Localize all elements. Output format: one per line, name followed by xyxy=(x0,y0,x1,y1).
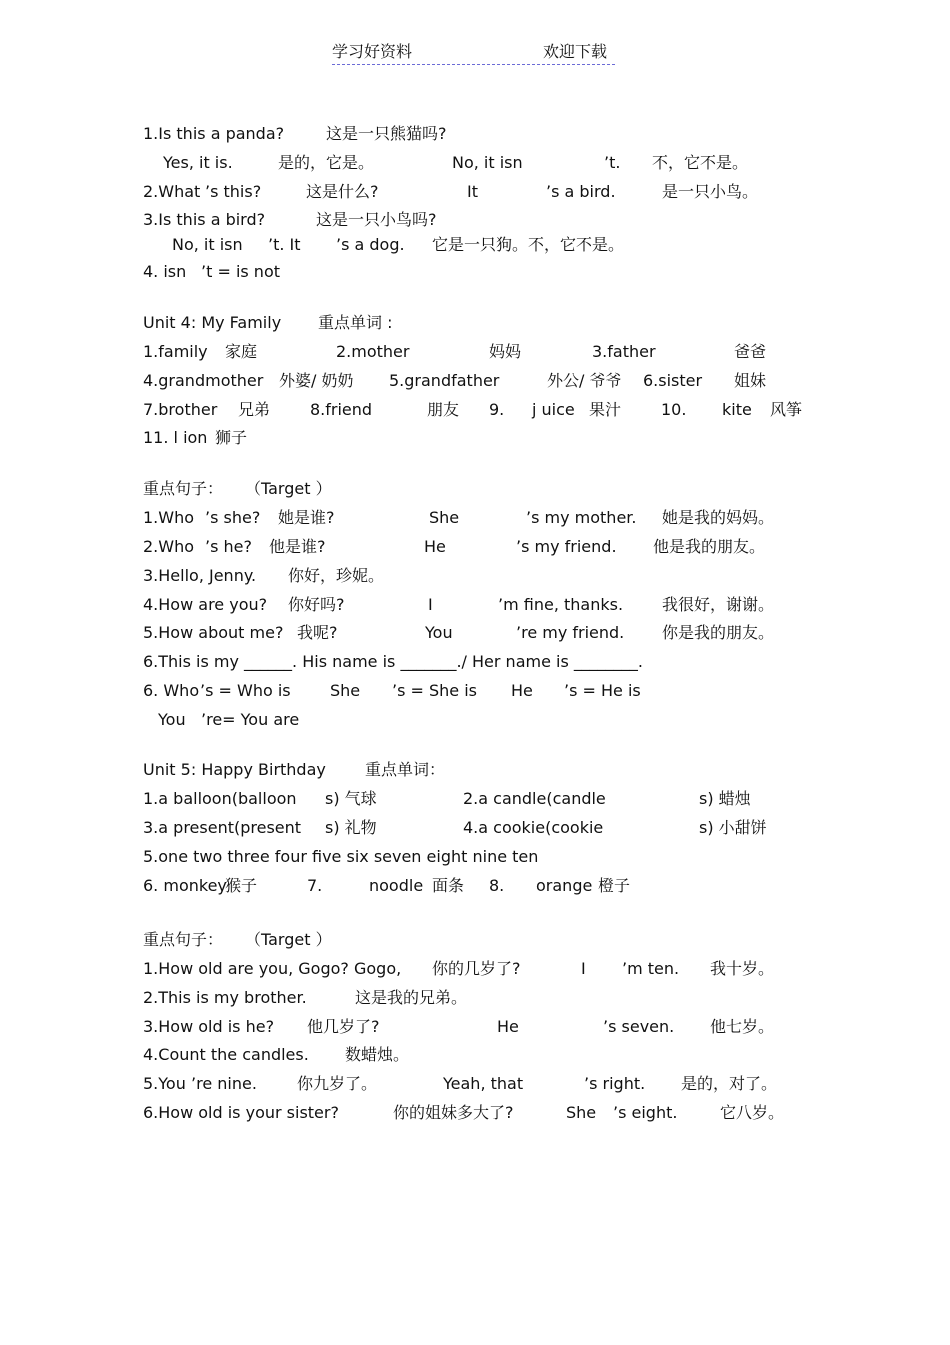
unit5-title: Unit 5: Happy Birthday xyxy=(143,760,326,779)
u5-s5-ans-b: ’s right. xyxy=(584,1074,646,1093)
u4-word-kite-cn: 风筝 xyxy=(770,400,803,419)
unit5-words-label: 重点单词： xyxy=(365,760,446,779)
u5-s1-en: 1.How old are you, Gogo? Gogo, xyxy=(143,959,402,978)
header-right-text: 欢迎下载 xyxy=(543,42,608,61)
u4-word-grandfather-cn: 外公/ 爷爷 xyxy=(547,371,622,390)
u5-s2-en: 2.This is my brother. xyxy=(143,988,307,1007)
u5-s3-ans-b: ’s seven. xyxy=(603,1017,675,1036)
u4-word-mother-cn: 妈妈 xyxy=(489,342,522,361)
u4-s4-ans-cn: 我很好，谢谢。 xyxy=(662,595,775,614)
u4-s2-ans-b: ’s my friend. xyxy=(516,537,617,556)
u4-word-brother-cn: 兄弟 xyxy=(238,400,271,419)
u4-s4-cn: 你好吗? xyxy=(288,595,345,614)
u4-s1-ans-a: She xyxy=(429,508,460,527)
u4-word-friend: 8.friend xyxy=(310,400,373,419)
u4-word-lion-cn: 狮子 xyxy=(215,428,248,447)
u5-word-orange-num: 8. xyxy=(489,876,505,895)
u5-word-orange: orange xyxy=(536,876,593,895)
u5-s5-cn: 你九岁了。 xyxy=(297,1074,378,1093)
u5-s5-b: ’re nine. xyxy=(191,1074,257,1093)
u4-word-lion: 11. l ion xyxy=(143,428,208,447)
u3-a1-yes: Yes, it is. xyxy=(163,153,233,172)
u4-target-en: （Target ） xyxy=(245,479,332,498)
u5-word-balloon: 1.a balloon(balloon xyxy=(143,789,297,808)
u4-s7-d: ’s = She is xyxy=(392,681,478,700)
u3-note-a: 4. isn xyxy=(143,262,187,281)
u5-s4-en: 4.Count the candles. xyxy=(143,1045,309,1064)
u4-s1-ans-cn: 她是我的妈妈。 xyxy=(662,508,775,527)
u4-s2-a: 2.Who xyxy=(143,537,195,556)
u5-word-noodle: noodle xyxy=(369,876,424,895)
u5-word-present: 3.a present(present xyxy=(143,818,302,837)
u3-note-b: ’t = is not xyxy=(201,262,281,281)
u3-a3-en-a: No, it isn xyxy=(172,235,243,254)
u5-word-candle-cn: s) 蜡烛 xyxy=(699,789,751,808)
u5-word-present-cn: s) 礼物 xyxy=(325,818,377,837)
u5-word-noodle-num: 7. xyxy=(307,876,323,895)
u4-target-label: 重点句子： xyxy=(143,479,224,498)
u3-q3-cn: 这是一只小鸟吗? xyxy=(316,210,437,229)
u3-a1-no: No, it isn xyxy=(452,153,523,172)
u4-s7-b: ’s = Who is xyxy=(200,681,291,700)
u3-a1-no-cn: 不，它不是。 xyxy=(652,153,749,172)
u4-s5-ans-a: You xyxy=(425,623,453,642)
u5-s3-cn: 他几岁了? xyxy=(307,1017,380,1036)
u4-s5-ans-cn: 你是我的朋友。 xyxy=(662,623,775,642)
u4-s1-a: 1.Who xyxy=(143,508,195,527)
u5-s5-ans-a: Yeah, that xyxy=(443,1074,524,1093)
u4-s3-cn: 你好，珍妮。 xyxy=(288,566,385,585)
u5-s1-ans-b: ’m ten. xyxy=(622,959,680,978)
u4-word-kite: kite xyxy=(722,400,752,419)
u4-word-brother: 7.brother xyxy=(143,400,218,419)
u4-s2-ans-a: He xyxy=(424,537,446,556)
u4-word-juice-cn: 果汁 xyxy=(589,400,622,419)
u4-word-father: 3.father xyxy=(592,342,656,361)
u3-q3-en: 3.Is this a bird? xyxy=(143,210,266,229)
u4-s2-ans-cn: 他是我的朋友。 xyxy=(653,537,766,556)
u3-a3-en-c: ’s a dog. xyxy=(336,235,405,254)
u5-word-noodle-cn: 面条 xyxy=(432,876,465,895)
u4-s4-ans-a: I xyxy=(428,595,433,614)
u5-s5-a: 5.You xyxy=(143,1074,186,1093)
u5-word-balloon-cn: s) 气球 xyxy=(325,789,377,808)
u4-word-juice-num: 9. xyxy=(489,400,505,419)
u5-word-cookie: 4.a cookie(cookie xyxy=(463,818,604,837)
u5-target-label: 重点句子： xyxy=(143,930,224,949)
u3-q1-cn: 这是一只熊猫吗? xyxy=(326,124,447,143)
u4-s4-en: 4.How are you? xyxy=(143,595,268,614)
u4-word-grandmother-cn: 外婆/ 奶奶 xyxy=(279,371,354,390)
u4-word-sister: 6.sister xyxy=(643,371,703,390)
u5-s3-ans-cn: 他七岁。 xyxy=(710,1017,775,1036)
u3-a3-en-b: ’t. It xyxy=(268,235,301,254)
u3-a2-en-a: It xyxy=(467,182,478,201)
header-left-text: 学习好资料 xyxy=(332,42,413,61)
u4-s2-cn: 他是谁? xyxy=(269,537,326,556)
u5-word-monkey: 6. monkey xyxy=(143,876,227,895)
u4-s7-c: She xyxy=(330,681,361,700)
u5-s3-ans-a: He xyxy=(497,1017,519,1036)
u4-s8-b: ’re= You are xyxy=(201,710,300,729)
u4-s1-cn: 她是谁? xyxy=(278,508,335,527)
u4-s1-b: ’s she? xyxy=(205,508,261,527)
u4-s5-en: 5.How about me? xyxy=(143,623,284,642)
u5-s6-ans-b: ’s eight. xyxy=(613,1103,678,1122)
u4-s2-b: ’s he? xyxy=(205,537,252,556)
u3-a1-no-end: ’t. xyxy=(604,153,621,172)
u5-s6-ans-a: She xyxy=(566,1103,597,1122)
u3-a3-cn: 它是一只狗。不，它不是。 xyxy=(432,235,625,254)
u5-s3-en: 3.How old is he? xyxy=(143,1017,275,1036)
u5-s6-cn: 你的姐妹多大了? xyxy=(393,1103,514,1122)
u3-q2-en-a: 2.What xyxy=(143,182,201,201)
u5-numbers: 5.one two three four five six seven eight nine ten xyxy=(143,847,539,866)
u5-s5-ans-cn: 是的，对了。 xyxy=(681,1074,778,1093)
u3-q1-en: 1.Is this a panda? xyxy=(143,124,285,143)
u4-word-grandmother: 4.grandmother xyxy=(143,371,264,390)
u4-word-family-cn: 家庭 xyxy=(225,342,258,361)
u4-s3-en: 3.Hello, Jenny. xyxy=(143,566,257,585)
u5-s6-ans-cn: 它八岁。 xyxy=(720,1103,785,1122)
u3-q2-en-b: ’s this? xyxy=(205,182,262,201)
u4-s6-fill: 6.This is my ______. His name is _______./ Her name is ________. xyxy=(143,652,643,671)
u3-a1-yes-cn: 是的，它是。 xyxy=(278,153,375,172)
u5-s2-cn: 这是我的兄弟。 xyxy=(355,988,468,1007)
u4-s5-cn: 我呢? xyxy=(297,623,338,642)
u5-word-orange-cn: 橙子 xyxy=(598,876,631,895)
unit4-title: Unit 4: My Family xyxy=(143,313,282,332)
unit4-words-label: 重点单词 : xyxy=(318,313,393,332)
u5-s1-ans-cn: 我十岁。 xyxy=(710,959,775,978)
u4-word-juice: j uice xyxy=(532,400,575,419)
u4-word-mother: 2.mother xyxy=(336,342,410,361)
u4-word-family: 1.family xyxy=(143,342,208,361)
u3-a2-cn: 是一只小鸟。 xyxy=(662,182,759,201)
u4-s4-ans-b: ’m fine, thanks. xyxy=(498,595,624,614)
u3-a2-en-b: ’s a bird. xyxy=(546,182,616,201)
u4-s7-e: He xyxy=(511,681,533,700)
u4-word-grandfather: 5.grandfather xyxy=(389,371,500,390)
u4-s1-ans-b: ’s my mother. xyxy=(526,508,637,527)
header-divider xyxy=(332,64,615,65)
u4-word-friend-cn: 朋友 xyxy=(427,400,460,419)
u5-target-en: （Target ） xyxy=(245,930,332,949)
u3-q2-cn: 这是什么? xyxy=(306,182,379,201)
u5-s1-ans-a: I xyxy=(581,959,586,978)
u4-word-kite-num: 10. xyxy=(661,400,687,419)
u4-word-sister-cn: 姐妹 xyxy=(734,371,767,390)
u4-word-father-cn: 爸爸 xyxy=(734,342,767,361)
u4-s8-a: You xyxy=(158,710,186,729)
u5-word-monkey-cn: 猴子 xyxy=(225,876,258,895)
u5-word-cookie-cn: s) 小甜饼 xyxy=(699,818,767,837)
u4-s5-ans-b: ’re my friend. xyxy=(516,623,625,642)
u5-s1-cn: 你的几岁了? xyxy=(432,959,521,978)
u5-s6-en: 6.How old is your sister? xyxy=(143,1103,339,1122)
u5-word-candle: 2.a candle(candle xyxy=(463,789,606,808)
u5-s4-cn: 数蜡烛。 xyxy=(345,1045,410,1064)
u4-s7-f: ’s = He is xyxy=(564,681,641,700)
u4-s7-a: 6. Who xyxy=(143,681,200,700)
